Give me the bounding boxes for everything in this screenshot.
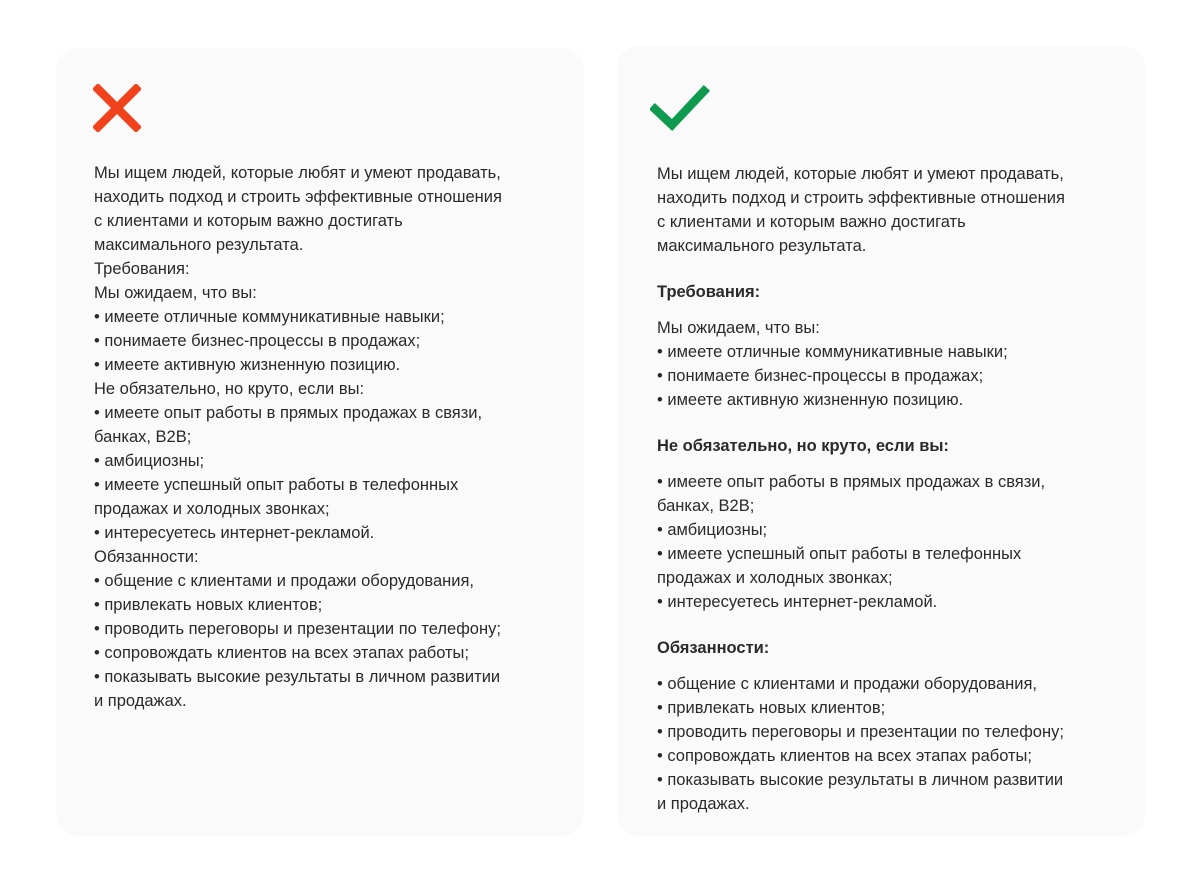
- intro-line: максимального результата.: [657, 237, 867, 255]
- list-item: • имеете активную жизненную позицию.: [657, 391, 964, 409]
- good-example-card: [617, 46, 1145, 836]
- list-item: • интересуетесь интернет-рекламой.: [657, 593, 938, 611]
- body-line: и продажах.: [94, 692, 187, 710]
- body-line: • сопровождать клиентов на всех этапах работы;: [94, 644, 470, 662]
- list-item: банках, B2B;: [657, 497, 755, 515]
- intro-line: находить подход и строить эффективные отношения: [657, 189, 1065, 207]
- duties-list: [657, 672, 1115, 816]
- check-icon: [650, 84, 710, 132]
- body-line: • привлекать новых клиентов;: [94, 596, 323, 614]
- bad-example-card: [56, 48, 584, 836]
- list-item: • общение с клиентами и продажи оборудования,: [657, 675, 1037, 693]
- body-line: • показывать высокие результаты в личном развитии: [94, 668, 501, 686]
- list-item: • амбициозны;: [657, 521, 768, 539]
- requirements-heading: Требования:: [657, 283, 761, 301]
- good-example-text: [657, 162, 1115, 816]
- list-item: • имеете отличные коммуникативные навыки;: [657, 343, 1008, 361]
- body-line: продажах и холодных звонках;: [94, 500, 330, 518]
- body-line: • имеете успешный опыт работы в телефонных: [94, 476, 459, 494]
- list-item: • имеете опыт работы в прямых продажах в связи,: [657, 473, 1046, 491]
- intro-line: максимального результата.: [94, 236, 304, 254]
- body-line: • имеете опыт работы в прямых продажах в связи,: [94, 404, 483, 422]
- nice-to-have-label: Не обязательно, но круто, если вы:: [94, 380, 365, 398]
- list-item: • имеете успешный опыт работы в телефонных: [657, 545, 1022, 563]
- list-item: • сопровождать клиентов на всех этапах работы;: [657, 747, 1033, 765]
- list-item: • показывать высокие результаты в личном развитии: [657, 771, 1064, 789]
- list-item: и продажах.: [657, 795, 750, 813]
- cross-icon: [93, 84, 141, 132]
- body-line: • понимаете бизнес-процессы в продажах;: [94, 332, 421, 350]
- body-line: • имеете отличные коммуникативные навыки;: [94, 308, 445, 326]
- duties-label: Обязанности:: [94, 548, 199, 566]
- bad-intro: [94, 161, 554, 257]
- requirements-label: Требования:: [94, 260, 190, 278]
- duties-heading: Обязанности:: [657, 639, 770, 657]
- bad-example-text: [94, 161, 554, 713]
- list-item: • проводить переговоры и презентации по телефону;: [657, 723, 1064, 741]
- good-intro: [657, 162, 1115, 258]
- body-line: банках, B2B;: [94, 428, 192, 446]
- intro-line: Мы ищем людей, которые любят и умеют продавать,: [94, 164, 501, 182]
- body-line: • интересуетесь интернет-рекламой.: [94, 524, 375, 542]
- body-line: • проводить переговоры и презентации по телефону;: [94, 620, 501, 638]
- body-line: Мы ожидаем, что вы:: [94, 284, 257, 302]
- body-line: • общение с клиентами и продажи оборудования,: [94, 572, 474, 590]
- nice-to-have-heading: Не обязательно, но круто, если вы:: [657, 437, 949, 455]
- list-item: продажах и холодных звонках;: [657, 569, 893, 587]
- intro-line: с клиентами и которым важно достигать: [657, 213, 966, 231]
- body-line: • амбициозны;: [94, 452, 205, 470]
- body-line: • имеете активную жизненную позицию.: [94, 356, 401, 374]
- intro-line: Мы ищем людей, которые любят и умеют продавать,: [657, 165, 1064, 183]
- list-item: Мы ожидаем, что вы:: [657, 319, 820, 337]
- nice-to-have-list: [657, 470, 1115, 614]
- list-item: • понимаете бизнес-процессы в продажах;: [657, 367, 984, 385]
- intro-line: с клиентами и которым важно достигать: [94, 212, 403, 230]
- list-item: • привлекать новых клиентов;: [657, 699, 886, 717]
- bad-body: [94, 257, 554, 713]
- requirements-list: [657, 316, 1115, 412]
- intro-line: находить подход и строить эффективные отношения: [94, 188, 502, 206]
